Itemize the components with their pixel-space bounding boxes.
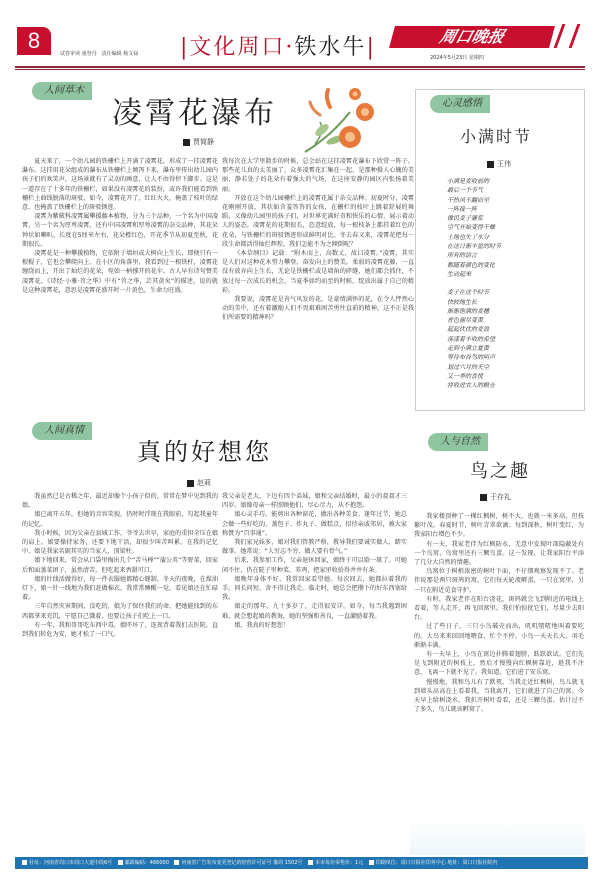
column-editor: 铁水牛 xyxy=(294,35,367,60)
poem-line: 一阵接一阵 xyxy=(447,205,478,213)
article2-title: 真的好想您 xyxy=(137,438,272,466)
poem-line: 小满是麦收前的 xyxy=(447,178,490,185)
footer-ad-license: 河南省广告发布变更登记的经营许可证号 豫周 1502号 xyxy=(181,860,303,866)
poem-line: 麦子在这个时节 xyxy=(447,289,490,297)
poem-author: 王伟 xyxy=(497,160,511,168)
article1-column-1 xyxy=(22,157,218,384)
article2-column-1 xyxy=(22,492,218,852)
paragraph: 有时，我家老伴在阳台浇花，斑鸠就会飞到附近的电线上看着，等人走开，再飞回窝里。我们怕惊扰它们，尽量少去阳台。 xyxy=(414,595,584,622)
paragraph: 我每次在大学里散步的时候，总会站在这挂凌霄花瀑布下欣赏一阵子。那些花儿真的太美丽了，众多凌霄花汇集在一起，是那种摄人心魄的美丽，静若处子的花朵有着强大的气场，在这座安静的园区内张扬着美丽。 xyxy=(222,158,414,193)
section-tag-xinling-ganwu: 心灵感悟 xyxy=(430,95,490,113)
byline-square-icon xyxy=(183,139,190,146)
column-name: 文化周口· xyxy=(189,35,295,60)
footer-address: 社址：河南省周口市周口大道中段6号 xyxy=(29,860,113,866)
poem-line: 都随着颜色的变化 xyxy=(447,261,496,269)
poem-line: 空气开始变得干燥 xyxy=(447,224,496,232)
poem-body xyxy=(447,177,501,400)
poem-stanza-2 xyxy=(447,288,501,390)
article2-column-2 xyxy=(222,492,407,852)
article3-title: 鸟之趣 xyxy=(470,461,530,482)
header-rule-thin xyxy=(15,69,585,70)
paragraph: 娘已离开五年，但她的音容笑貌，仍时时浮现在我眼前，勾起我童年的记忆。 xyxy=(22,511,218,528)
paragraph: 凌霄花是一种攀援植物，它依附于墙垣或大树向上生长，即便只有一根棍子，它也会攀爬向上。在小区的角落里，我看到过一根铁杆，凌霄花缠绕而上，开出了灿烂的花朵，宛如一柄撑开的花伞。古人早有诗句赞美凌霄花，《诗经·小雅·苕之华》中有“苕之华，芸其黄矣”的描述，说的就是这种凌霄花，意思是凌霄花盛开时一片黄色，生命力旺盛。 xyxy=(22,250,218,294)
footer-square-icon xyxy=(308,860,313,865)
poem-line: 所有的语言 xyxy=(447,252,478,260)
footer-price: 本市每份零售价：1元 xyxy=(314,860,364,866)
section-tag-renjian-zhenqing: 人间真情 xyxy=(32,422,92,440)
poem-line: 走到小满立夏黄 xyxy=(447,345,490,353)
paragraph: 过了些日子，三只小鸟破壳而出，叽叽喳喳地叫着要吃的。大鸟来来回回地喂食，忙个不停。小鸟一天天长大，羽毛渐渐丰满。 xyxy=(414,623,584,649)
poem-line: 等待布谷鸟的叫声 xyxy=(447,354,496,362)
footer-square-icon xyxy=(118,860,123,865)
footer-square-icon xyxy=(174,860,179,865)
paragraph: 娘走的那年，九十多岁了，走得很安详。如今，每当我遇到困难，就会想起娘的教诲，她的坚强和善良，一直激励着我。 xyxy=(222,603,407,620)
trumpet-flower-illustration xyxy=(300,82,390,157)
header-rule xyxy=(15,66,585,68)
article1-byline xyxy=(183,137,214,147)
poem-line: 青色褪尽变黄 xyxy=(447,317,484,325)
title-bar-left: | xyxy=(180,35,190,60)
article3-author: 于存礼 xyxy=(490,493,511,501)
poem-line: 快较地生长 xyxy=(447,298,478,306)
issue-date: 2024年5月23日 星期四 xyxy=(430,55,484,61)
paragraph: 凌霄为紫葳科凌霄属攀援藤本植物，分为三个品种，一个名为中国凌霄，另一个名为厚萼凌霄，还有中国凌霄和厚萼凌霄的杂交品种，其花朵钟状如喇叭，长度在5厘米左右，花朵橙红色，开花季节从初夏至秋，花期很长。 xyxy=(22,213,218,248)
poem-line: 荡漾着丰收的希望 xyxy=(447,335,496,343)
paragraph: 娘，我真的好想您！ xyxy=(234,621,290,629)
article3-byline xyxy=(480,492,511,502)
footer-square-icon xyxy=(22,860,27,865)
paragraph: 我要说，凌霄花是善气风发的花，是豪情满怀的花，在令人怦然心动的美中，还有着激励人们不畏艰难困苦勇往直前的精神，这不正是我们所需要的精神吗？ xyxy=(222,296,414,322)
paragraph: 娘晚年身体不好，我常回家看望她。每次回去，她都拉着我的手，问长问短，舍不得让我走。临走时，她总会把攒下的好东西塞给我。 xyxy=(222,575,407,602)
poem-line: 干热风不翻而至 xyxy=(447,196,490,204)
editors-credit: 试卷审读 童登丹 责任编辑 杨文禄 xyxy=(60,51,139,57)
poem-stanza-1 xyxy=(447,177,501,279)
article1-column-2 xyxy=(222,157,414,384)
article2-byline xyxy=(187,478,211,488)
newspaper-logo: 周口晚报 xyxy=(389,26,555,48)
paragraph: 后来，我参加工作，父亲退休回家，娘终于可以歇一歇了。可她闲不住，仍在院子里种菜、养鸡，把家里收拾得井井有条。 xyxy=(222,557,407,574)
paragraph: 慢慢地，我和鸟儿有了默契，当我走近红枫树，鸟儿就飞到墙头高高在上看着我，当我离开，它们就进了自己的窝。今天早上给树浇水，我扒开树叶看看，还是三颗鸟蛋。估计过不了多久，鸟儿就该孵窝了。 xyxy=(414,678,584,714)
poem-line: 将收进农人的粮仓 xyxy=(447,382,496,390)
byline-square-icon xyxy=(480,494,487,501)
footer-printer: 印刷单位：周口日报社印务中心 地址：周口日报社院内 xyxy=(375,860,498,866)
article2-author: 赵莉 xyxy=(197,479,211,487)
paragraph: 有一天，我家老伴为红枫防水，无意中发现叶深隐蔽处有一个鸟窝，鸟窝里还有三颗鸟蛋。这一发现，让我家阳台平添了几分大自然的情趣。 xyxy=(414,540,584,567)
poem-line: 像饥麦子灌浆 xyxy=(447,215,484,223)
paragraph: 娘的针线活做得好，每一件衣服她都精心缝制。冬天的夜晚，在煤油灯下，娘一针一线地为我们赶做棉衣，我常常睡醒一觉，看见娘还在忙碌着。 xyxy=(22,575,218,602)
poem-line: 生动起来 xyxy=(447,270,472,278)
paragraph: 我小时候，因为父亲在县城工作，爷爷去世早，家庭的重担全压在娘的肩上。娘要操持家务，还要下地干活，却很少叫苦叫累。在我的记忆中，娘是我家名副其实的当家人，顶梁柱。 xyxy=(22,529,218,556)
byline-square-icon xyxy=(487,161,494,168)
poem-line: 起起伏伏的麦浪 xyxy=(447,326,490,334)
article1-title: 凌霄花瀑布 xyxy=(112,96,277,131)
paragraph: 我们家兄妹多，娘对我们管教严格，教导我们要诚实做人、踏实做事。她常说：“人穷志不穷，做人要有骨气。” xyxy=(222,539,407,556)
section-tag-renjian-caomu: 人间草木 xyxy=(32,82,92,100)
article3-column xyxy=(414,512,584,842)
logo-slash-icon xyxy=(554,24,581,48)
footer-square-icon xyxy=(369,860,374,865)
paragraph: 有一年，我和哥哥吃东西中毒，娘吓坏了，连夜背着我们去医院，直到我们转危为安，她才松了一口气。 xyxy=(22,621,218,639)
poem-title: 小满时节 xyxy=(460,127,533,146)
footer-postcode: 邮政编码：466000 xyxy=(124,860,169,866)
paragraph: 我父亲是老大，下边有四个弟妹，娘和父亲结婚时，最小的叔叔才三四岁。娘像母亲一样照顾他们，尽心尽力，从不抱怨。 xyxy=(222,493,407,510)
section-tag-ren-yu-ziran: 人与自然 xyxy=(428,433,488,451)
paragraph: 我虽然已是古稀之年，最近却像个小孩子似的，常常在梦中见到我的娘。 xyxy=(22,493,218,510)
poem-byline xyxy=(487,159,511,169)
paragraph: 娘下地回来，常会从口袋里掏出几个“苦马棒”“蒲公英”等野菜，回家后和面蒸菜团子，虽然清苦，但吃起来香甜可口。 xyxy=(22,557,218,574)
poem-line: 又一季的喜悦 xyxy=(447,372,484,380)
paragraph: 夏天来了，一个幼儿园的铁栅栏上开满了凌霄花，形成了一挂凌霄花瀑布。这挂用花朵组成的瀑布从铁栅栏上倾泻下来，瀑布里传出幼儿园内孩子们的欢笑声，这场景就有了灵动的画意，让人不由得停下脚步。这是一道存在了十多年的铁栅栏，如果没有凌霄花的装扮，或许我们能看到铁栅栏上曲线脱落的斑驳，如今，凌霄花开了，红红火火，掩盖了枝叶的绿意，也掩盖了铁栅栏上的斑驳锈迹。 xyxy=(22,158,218,212)
poem-line: 渐渐饱满的麦穗 xyxy=(447,307,490,315)
paragraph: 三年自然灾害期间，没吃的，娘为了保住我们的命，把她能找到的东西都拿来充饥，宁愿自己饿着，也要让孩子们吃上一口。 xyxy=(22,603,218,620)
title-bar-right: | xyxy=(366,35,376,60)
poem-line: 划过六月的天空 xyxy=(447,363,490,371)
article1-author: 贾简静 xyxy=(193,138,214,146)
poem-line: 土地也失了水分 xyxy=(447,233,490,241)
poem-line: 最后一个节气 xyxy=(447,187,484,195)
paragraph: 《本草纲目》记载：“附木而上，高数丈，故曰凌霄。”凌霄，其实是人们对这种花木努力攀登、奋发向上的赞美。柔弱的凌霄花藤，一直没有放弃向上生长，无论是铁栅栏或是墙角的碎缝，她们都会抓住，不放过每一次成长的机会，当夏季如约而至的时候，绽放出属于自己的精彩。 xyxy=(222,250,414,294)
paragraph: 鸟窝位于树梢浓密的树叶下面，不仔细观察发现不了。老伴说那是两只斑鸠的窝，它们每天轮流孵蛋，一只在窝里，另一只在附近觅食守护。 xyxy=(414,568,584,594)
poem-line: 在这日渐丰盈的时节 xyxy=(447,243,502,251)
footer-bar xyxy=(15,857,588,869)
byline-square-icon xyxy=(187,480,194,487)
paragraph: 娘心灵手巧，能剪出各种窗花，做出各种美食。逢年过节，她总会做一些好吃的，蒸包子、炸丸子、做糕点，招待亲戚邻居，被大家称赞为“百事通”。 xyxy=(222,511,407,537)
paragraph: 我家楼顶种了一棵红枫树，树不大，也就一米多高，但枝繁叶茂。春夏时节，树叶青翠欲滴；每到深秋，树叶变红，为我家阳台增色不少。 xyxy=(414,513,584,539)
paragraph: 开放在这个幼儿园栅栏上的凌霄花属于杂交品种。初夏时分，凌霄花刚刚开放，其状如含羞答答的女孩，在栅栏的枝叶上跳着舒展的舞蹈，又像幼儿园里的孩子们，对世界充满好奇和快乐的心情，展示着动人的姿态。凌霄花的花期很长，恣意绽放，每一根枝条上都挂着红色的花朵，与铁栅栏的斑驳锈迹形成鲜明对比。冬去春又来，凌霄花把每一段生命都活得灿烂辉煌，我们怎能不为之倾倒呢？ xyxy=(222,194,414,248)
page-number: 8 xyxy=(17,27,51,55)
paragraph: 有一天早上，小鸟在窝边扑腾着翅膀，跃跃欲试。它们先是飞到附近的树枝上，然后才慢慢向红枫树靠近，趁我不注意，飞离一下就不见了。我知道，它们进了安乐窝。 xyxy=(414,651,584,677)
column-title xyxy=(180,30,376,61)
